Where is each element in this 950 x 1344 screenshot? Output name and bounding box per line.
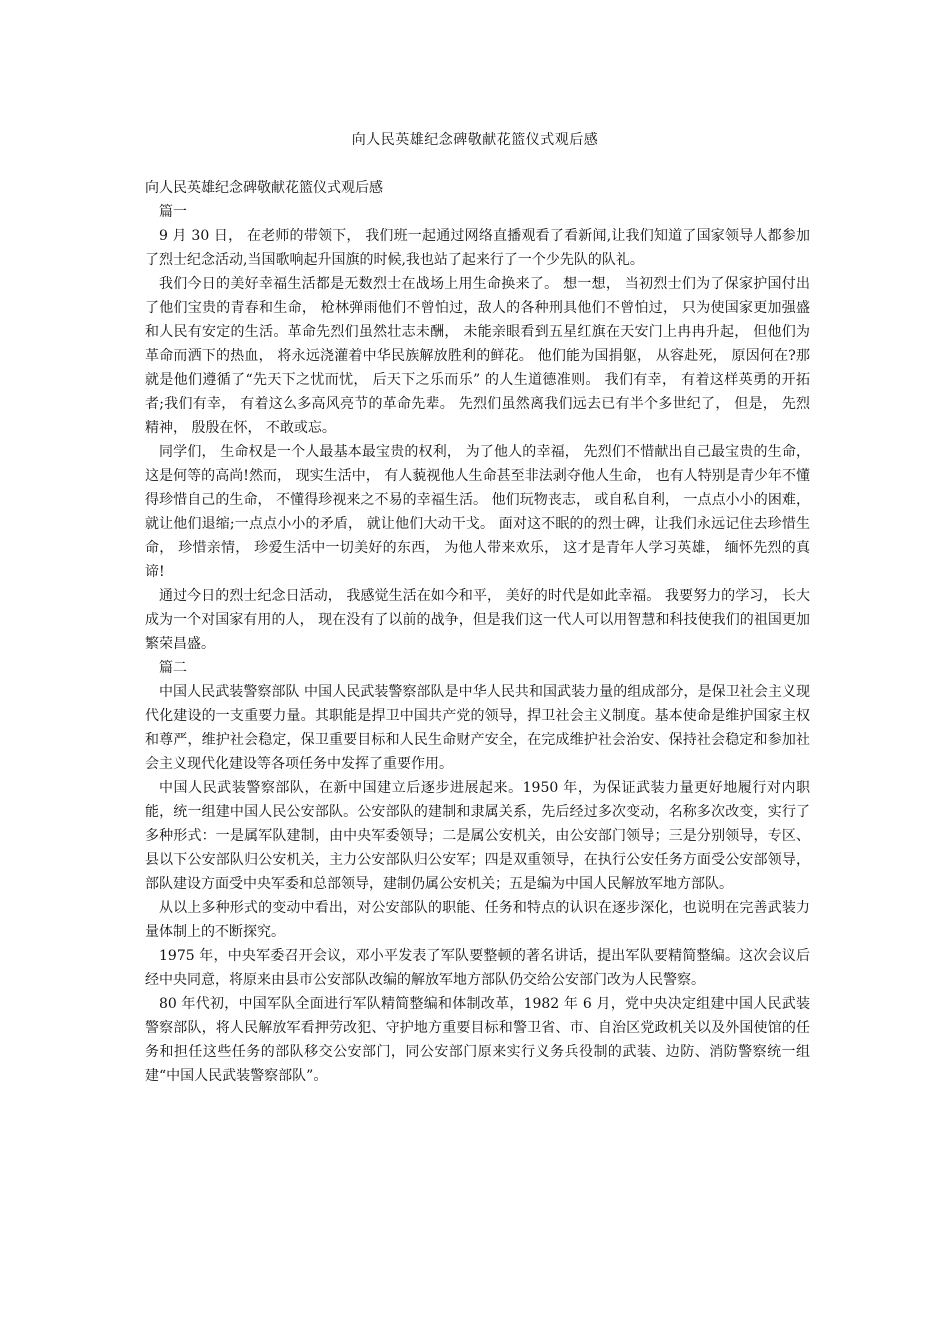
paragraph: 中国人民武装警察部队，在新中国建立后逐步进展起来。1950 年，为保证武装力量更好地履行对内职能，统一组建中国人民公安部队。公安部队的建制和隶属关系，先后经过多次变动，名称多次改变，实行了多种形式：一是属军队建制，由中央军委领导；二是属公安机关，由公安部门领导；三是分别领导，专区、县以下公安部队归公安机关，主力公安部队归公安军；四是双重领导，在执行公安任务方面受公安部领导，部队建设方面受中央军委和总部领导，建制仍属公安机关；五是编为中国人民解放军地方部队。 bbox=[145, 780, 810, 892]
paragraph: 1975 年，中央军委召开会议，邓小平发表了军队要整顿的著名讲话，提出军队要精简整编。这次会议后经中央同意，将原来由县市公安部队改编的解放军地方部队仍交给公安部门改为人民警察。 bbox=[145, 948, 810, 988]
paragraph: 同学们， 生命权是一个人最基本最宝贵的权利， 为了他人的幸福， 先烈们不惜献出自己最宝贵的生命， 这是何等的高尚!然而， 现实生活中， 有人藐视他人生命甚至非法剥夺他人生命， 也有人特别是青少年不懂得珍惜自己的生命， 不懂得珍视来之不易的幸福生活。 他们玩物丧志， 或自私自利， 一点点小小的困难，就让他们退缩;一点点小小的矛盾， 就让他们大动干戈。 面对这不眠的的烈士碑，让我们永远记住去珍惜生命， 珍惜亲情， 珍爱生活中一切美好的东西， 为他人带来欢乐， 这才是青年人学习英雄， 缅怀先烈的真谛! bbox=[145, 444, 810, 580]
section-heading: 篇一 bbox=[159, 204, 187, 220]
paragraph: 通过今日的烈士纪念日活动， 我感觉生活在如今和平， 美好的时代是如此幸福。 我要努力的学习， 长大成为一个对国家有用的人， 现在没有了以前的战争，但是我们这一代人可以用智慧和科技使我们的祖国更加繁荣昌盛。 bbox=[145, 588, 810, 652]
body-title: 向人民英雄纪念碑敬献花篮仪式观后感 bbox=[145, 180, 383, 196]
paragraph: 9 月 30 日， 在老师的带领下， 我们班一起通过网络直播观看了看新闻,让我们知道了国家领导人都参加了烈士纪念活动,当国歌响起升国旗的时候,我也站了起来行了一个少先队的队礼。 bbox=[145, 228, 810, 268]
section-heading: 篇二 bbox=[159, 660, 187, 676]
paragraph: 从以上多种形式的变动中看出，对公安部队的职能、任务和特点的认识在逐步深化，也说明在完善武装力量体制上的不断探究。 bbox=[145, 900, 810, 940]
page-title: 向人民英雄纪念碑敬献花篮仪式观后感 bbox=[351, 132, 599, 148]
paragraph: 我们今日的美好幸福生活都是无数烈士在战场上用生命换来了。 想一想， 当初烈士们为了保家护国付出了他们宝贵的青春和生命， 枪林弹雨他们不曾怕过，敌人的各种刑具他们不曾怕过， 只为使国家更加强盛和人民有安定的生活。革命先烈们虽然壮志未酬， 未能亲眼看到五星红旗在天安门上冉冉升起， 但他们为革命而洒下的热血， 将永远浇灌着中华民族解放胜利的鲜花。 他们能为国捐躯， 从容赴死， 原因何在?那就是他们遵循了“先天下之忧而忧， 后天下之乐而乐” 的人生道德准则。 我们有幸， 有着这样英勇的开拓者;我们有幸， 有着这么多高风亮节的革命先辈。 先烈们虽然离我们远去已有半个多世纪了， 但是， 先烈精神， 殷殷在怀， 不敢或忘。 bbox=[145, 276, 810, 436]
paragraph: 中国人民武装警察部队 中国人民武装警察部队是中华人民共和国武装力量的组成部分，是保卫社会主义现代化建设的一支重要力量。其职能是捍卫中国共产党的领导，捍卫社会主义制度。基本使命是维护国家主权和尊严，维护社会稳定，保卫重要目标和人民生命财产安全，在完成维护社会治安、保持社会稳定和参加社会主义现代化建设等各项任务中发挥了重要作用。 bbox=[145, 684, 810, 772]
document-body bbox=[145, 176, 810, 1088]
paragraph: 80 年代初，中国军队全面进行军队精简整编和体制改革，1982 年 6 月，党中央决定组建中国人民武装警察部队，将人民解放军看押劳改犯、守护地方重要目标和警卫省、市、自治区党政机关以及外国使馆的任务和担任这些任务的部队移交公安部门，同公安部门原来实行义务兵役制的武装、边防、消防警察统一组建“中国人民武装警察部队”。 bbox=[145, 996, 810, 1084]
